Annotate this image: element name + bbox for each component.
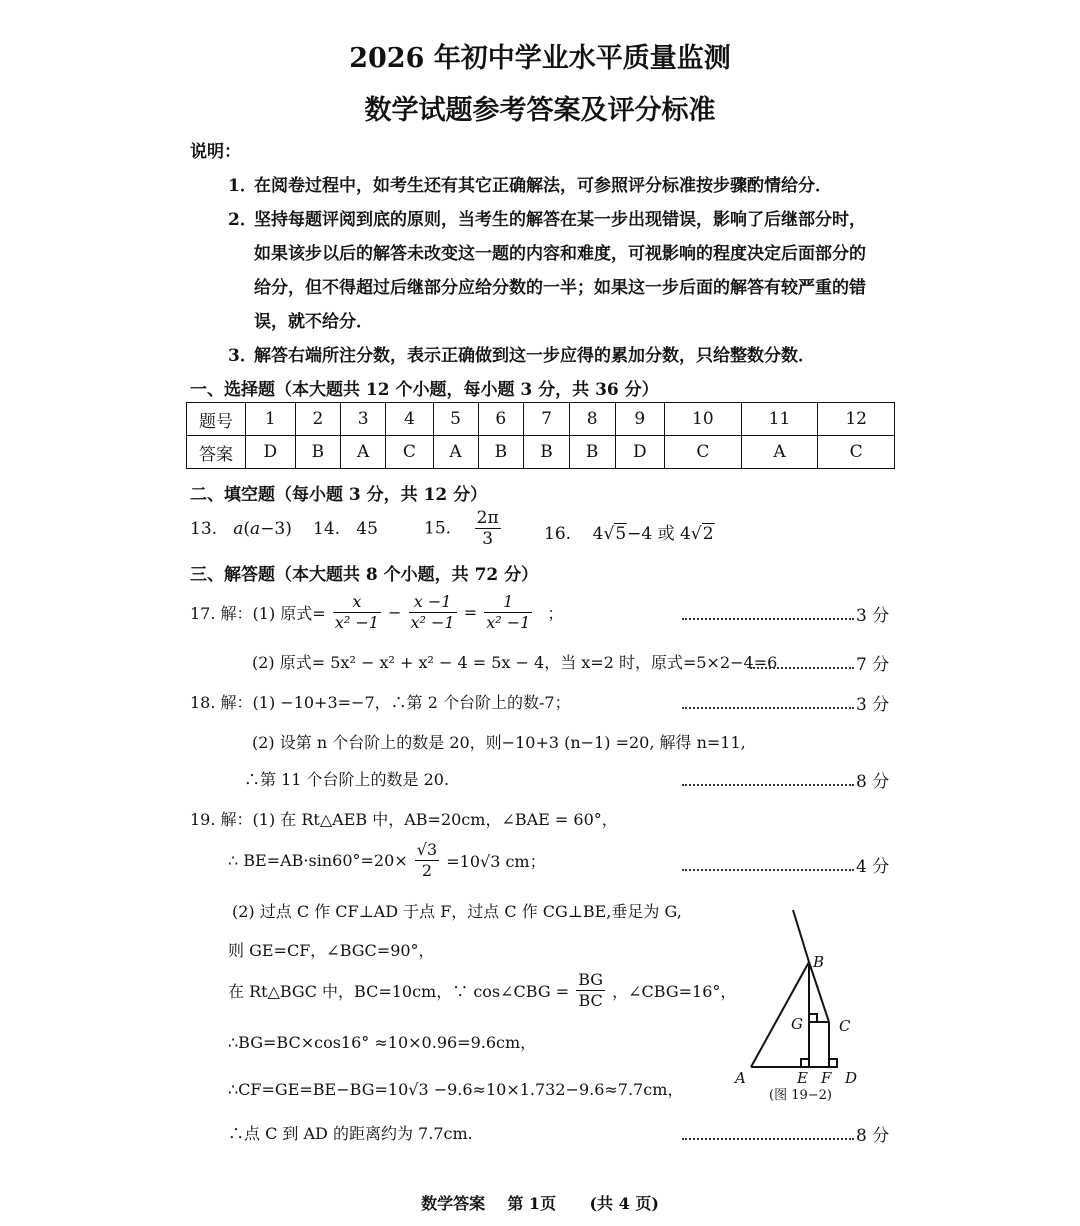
table-cell: 10 [665, 403, 742, 436]
frac-denominator: BC [578, 991, 603, 1010]
table-row-label: 答案 [187, 436, 246, 469]
frac-numerator: x [333, 592, 381, 613]
q17-prefix: 17. 解：(1) 原式= [190, 604, 326, 623]
label-C: C [839, 1017, 851, 1035]
note-1-text: 在阅卷过程中，如考生还有其它正确解法，可参照评分标准按步骤酌情给分． [254, 176, 832, 196]
figure-19-2 [725, 905, 875, 1105]
table-cell: B [524, 436, 570, 469]
q19-line5-post: ，∠CBG=16°， [612, 982, 737, 1001]
table-cell: D [615, 436, 665, 469]
table-cell: A [341, 436, 386, 469]
q19-fraction-bg-bc [576, 970, 605, 1011]
note-3-text: 解答右端所注分数，表示正确做到这一步应得的累加分数，只给整数分数． [254, 346, 815, 366]
table-cell: 2 [295, 403, 341, 436]
q13 [190, 519, 292, 539]
table-cell: A [741, 436, 818, 469]
q14-number: 14. [313, 519, 341, 539]
section-2-heading: 二、填空题（每小题 3 分，共 12 分） [190, 485, 488, 505]
q19-line5-pre: 在 Rt△BGC 中，BC=10cm，∵ cos∠CBG = [228, 982, 570, 1001]
page-footer: 数学答案 第 1页 (共 4 页) [421, 1194, 659, 1213]
equals-sign: = [463, 603, 478, 622]
q19-line1: 19. 解：(1) 在 Rt△AEB 中，AB=20cm，∠BAE = 60°， [190, 810, 618, 829]
q18-line3: ∴第 11 个台阶上的数是 20. [244, 770, 450, 789]
frac-denominator: x² −1 [486, 613, 531, 632]
table-cell: 5 [433, 403, 478, 436]
note-2-number: 2． [228, 210, 257, 230]
frac-numerator: √3 [416, 840, 438, 859]
score-leader [682, 1138, 854, 1140]
table-cell: B [569, 436, 615, 469]
q18-score-2: 8 分 [856, 772, 890, 792]
q17-fraction-2 [409, 592, 457, 633]
semicolon: ； [547, 604, 564, 623]
minus-sign: − [388, 603, 402, 622]
frac-denominator: x² −1 [410, 613, 455, 632]
q13-number: 13. [190, 519, 218, 539]
notes-label: 说明： [190, 142, 241, 162]
table-row-numbers [187, 403, 895, 436]
label-F: F [821, 1069, 832, 1087]
frac-numerator: BG [578, 970, 604, 989]
frac-numerator: x −1 [409, 592, 457, 613]
note-2-line-1: 坚持每题评阅到底的原则，当考生的解答在某一步出现错误，影响了后继部分时， [254, 210, 866, 230]
q19-line3: (2) 过点 C 作 CF⊥AD 于点 F，过点 C 作 CG⊥BE,垂足为 G, [232, 902, 682, 921]
q19-line2 [228, 840, 546, 881]
label-B: B [813, 953, 825, 971]
table-cell: 8 [569, 403, 615, 436]
table-cell: 9 [615, 403, 665, 436]
table-cell: A [433, 436, 478, 469]
score-leader [682, 707, 854, 709]
table-cell: 1 [246, 403, 296, 436]
right-angle-F [829, 1059, 837, 1067]
q19-score-1: 4 分 [856, 857, 890, 877]
section-3-heading: 三、解答题（本大题共 8 个小题，共 72 分） [190, 565, 539, 585]
note-3-number: 3． [228, 346, 257, 366]
q19-line5 [228, 970, 736, 1011]
table-cell: C [818, 436, 895, 469]
page-subtitle: 数学试题参考答案及评分标准 [364, 95, 716, 126]
q16-number: 16. [544, 524, 572, 544]
q18-score-1: 3 分 [856, 695, 890, 715]
q15-number: 15. [424, 518, 452, 539]
label-G: G [791, 1015, 803, 1033]
q15 [424, 508, 503, 549]
q17-score-2: 7 分 [856, 655, 890, 675]
frac-denominator: 2 [421, 861, 433, 880]
note-2-line-4: 误，就不给分． [254, 312, 373, 332]
note-2-line-3: 给分，但不得超过后继部分应给分数的一半；如果这一步后面的解答有较严重的错 [254, 278, 866, 298]
figure-caption: (图 19−2) [769, 1088, 832, 1103]
q16-part2: −4 或 4 [627, 524, 691, 544]
q14-answer: 45 [356, 519, 378, 539]
score-leader [682, 618, 854, 620]
table-cell: C [386, 436, 433, 469]
table-cell: B [295, 436, 341, 469]
q19-line2-pre: ∴ BE=AB·sin60°=20× [228, 851, 408, 870]
frac-denominator: x² −1 [334, 613, 379, 632]
q19-line2-post: =10√3 cm； [446, 852, 546, 871]
q19-line8: ∴点 C 到 AD 的距离约为 7.7cm. [228, 1124, 473, 1143]
q17-score-1: 3 分 [856, 606, 890, 626]
q14 [313, 519, 378, 539]
q19-line7: ∴CF=GE=BE−BG=10√3 −9.6≈10×1.732−9.6≈7.7cm， [228, 1080, 684, 1099]
table-row-label: 题号 [187, 403, 246, 436]
q13-a: a [233, 519, 244, 539]
q15-fraction [475, 508, 501, 549]
section-1-heading: 一、选择题（本大题共 12 个小题，每小题 3 分，共 36 分） [190, 380, 659, 400]
table-cell: 7 [524, 403, 570, 436]
q17-fraction-1 [333, 592, 381, 633]
label-D: D [845, 1069, 858, 1087]
right-angle-G [809, 1014, 817, 1022]
q13-paren: ( [243, 519, 251, 539]
answer-table [186, 402, 895, 469]
q19-score-2: 8 分 [856, 1126, 890, 1146]
q13-c: a [250, 519, 261, 539]
score-leader [682, 784, 854, 786]
score-leader [750, 667, 854, 669]
table-cell: 4 [386, 403, 433, 436]
table-cell: 11 [741, 403, 818, 436]
q17-line2: (2) 原式= 5x² − x² + x² − 4 = 5x − 4，当 x=2 时，原式=5×2−4=6 [252, 653, 778, 672]
score-leader [682, 869, 854, 871]
q19-fraction-sqrt3-2 [415, 840, 439, 881]
q16-part1: 4 [592, 524, 604, 544]
note-2-line-2: 如果该步以后的解答未改变这一题的内容和难度，可视影响的程度决定后面部分的 [254, 244, 866, 264]
q18-line2: (2) 设第 n 个台阶上的数是 20，则−10+3 (n−1) =20, 解得 n=11, [252, 733, 746, 752]
right-angle-E [801, 1059, 809, 1067]
note-1-number: 1． [228, 176, 257, 196]
q19-line6: ∴BG=BC×cos16° ≈10×0.96=9.6cm， [228, 1033, 537, 1052]
table-cell: D [246, 436, 296, 469]
page-title: 2026 年初中学业水平质量监测 [349, 43, 731, 74]
q18-line1: 18. 解：(1) −10+3=−7，∴第 2 个台阶上的数-7； [190, 693, 571, 712]
label-A: A [735, 1069, 746, 1087]
label-E: E [797, 1069, 808, 1087]
table-cell: B [478, 436, 524, 469]
q16: 16. 4√5−4 或 4√2 [544, 524, 714, 544]
q13-rest: −3) [260, 519, 292, 539]
frac-numerator: 1 [484, 592, 532, 613]
q16-radicand2: 2 [702, 524, 714, 544]
q17-line1 [190, 592, 563, 633]
table-cell: 6 [478, 403, 524, 436]
line-B-extension [793, 910, 809, 962]
q17-fraction-3 [484, 592, 532, 633]
table-cell: 12 [818, 403, 895, 436]
table-cell: 3 [341, 403, 386, 436]
q15-denominator: 3 [482, 529, 494, 549]
q16-radicand1: 5 [615, 524, 627, 544]
table-row-answers [187, 436, 895, 469]
table-cell: C [665, 436, 742, 469]
q19-line4: 则 GE=CF，∠BGC=90°， [228, 941, 435, 960]
q15-numerator: 2π [476, 508, 499, 528]
